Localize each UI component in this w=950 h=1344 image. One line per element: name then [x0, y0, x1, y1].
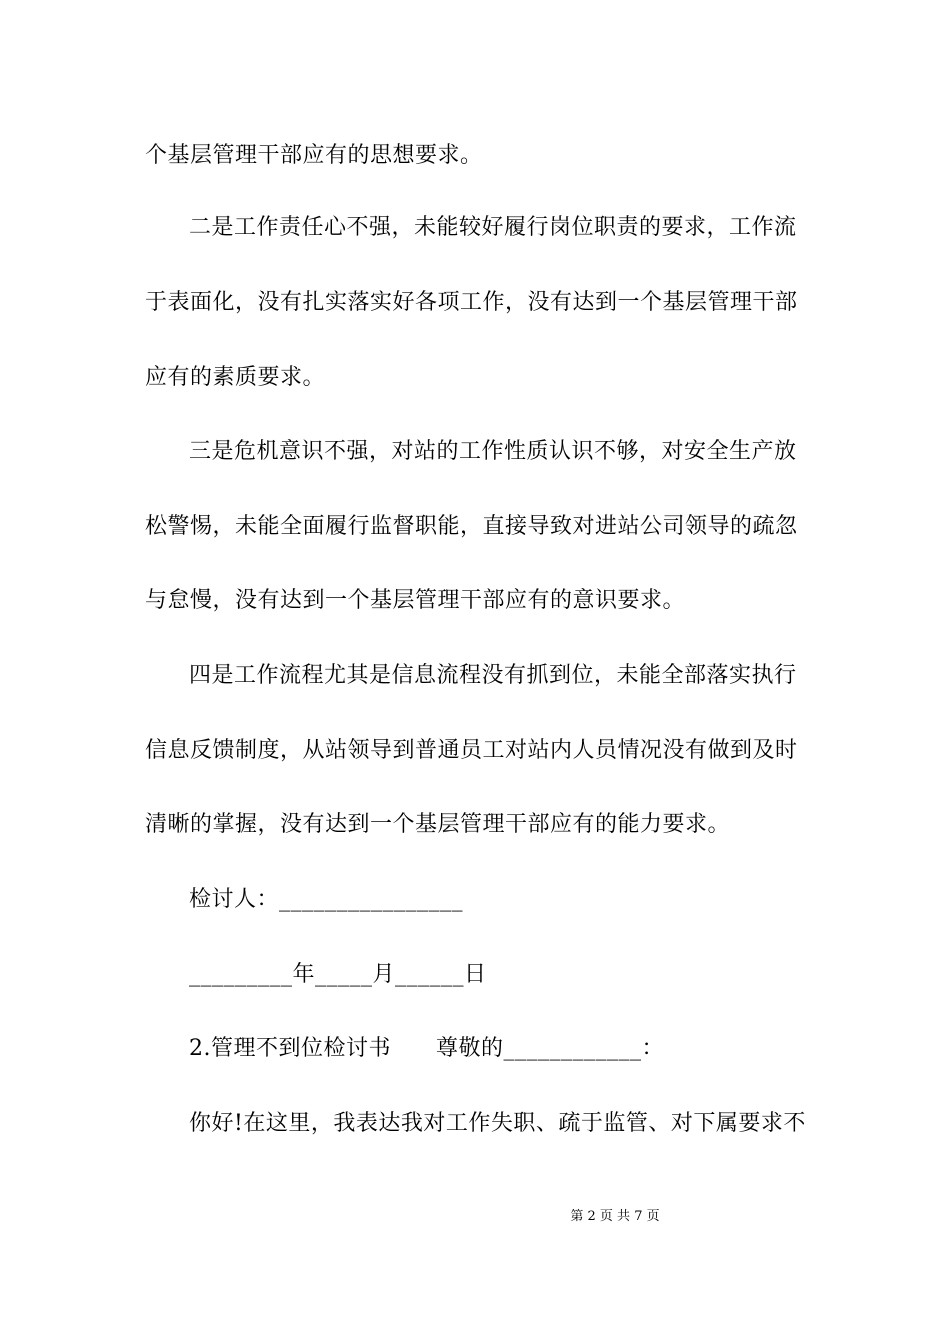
paragraph-line-1: 个基层管理干部应有的思想要求。: [145, 143, 483, 168]
paragraph-line-4: 应有的素质要求。: [145, 365, 326, 390]
paragraph-line-6: 松警惕，未能全面履行监督职能，直接导致对进站公司领导的疏忽: [145, 514, 798, 539]
paragraph-line-7: 与怠慢，没有达到一个基层管理干部应有的意识要求。: [145, 588, 686, 613]
date-line: _________年_____月______日: [189, 962, 487, 987]
paragraph-line-5: 三是危机意识不强，对站的工作性质认识不够，对安全生产放: [189, 439, 797, 464]
paragraph-line-3: 于表面化，没有扎实落实好各项工作，没有达到一个基层管理干部: [145, 290, 798, 315]
page-footer: 第 2 页 共 7 页: [570, 1209, 660, 1224]
paragraph-line-14: 你好!在这里，我表达我对工作失职、疏于监管、对下属要求不: [189, 1111, 806, 1136]
paragraph-line-9: 信息反馈制度，从站领导到普通员工对站内人员情况没有做到及时: [145, 738, 798, 763]
paragraph-line-8: 四是工作流程尤其是信息流程没有抓到位，未能全部落实执行: [189, 663, 797, 688]
section-heading: 2.管理不到位检讨书 尊敬的____________：: [189, 1036, 664, 1061]
signature-line: 检讨人：________________: [189, 887, 464, 912]
paragraph-line-10: 清晰的掌握，没有达到一个基层管理干部应有的能力要求。: [145, 812, 731, 837]
paragraph-line-2: 二是工作责任心不强，未能较好履行岗位职责的要求，工作流: [189, 215, 797, 240]
